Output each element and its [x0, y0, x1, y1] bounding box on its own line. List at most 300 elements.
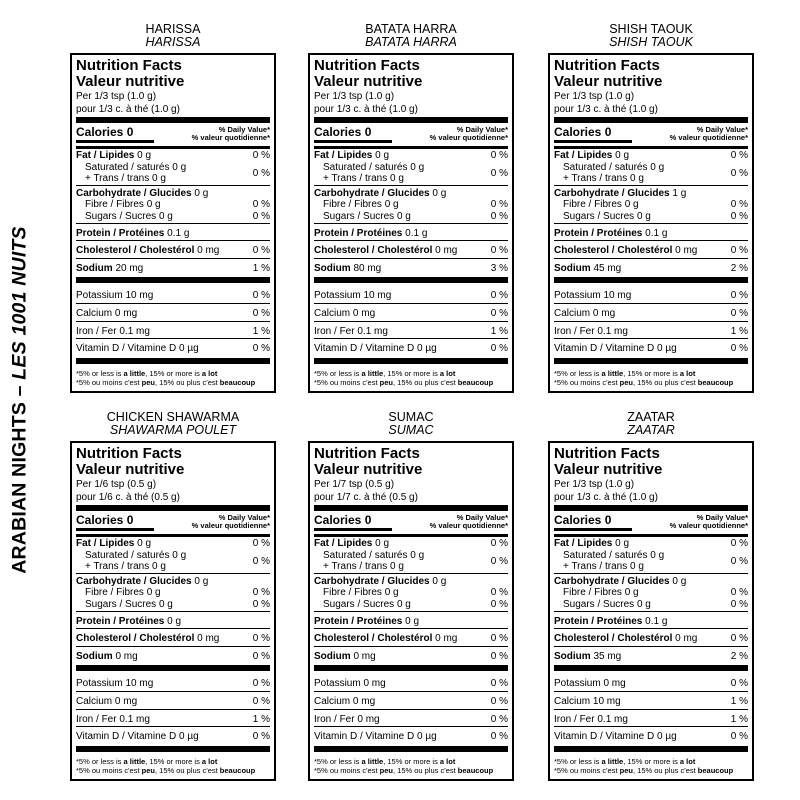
potassium-dv: 0 %: [730, 678, 748, 690]
carb-label: Carbohydrate / Glucides: [76, 575, 192, 587]
carb-label: Carbohydrate / Glucides: [554, 575, 670, 587]
footnote-en: *5% or less is a little, 15% or more is a lot: [76, 368, 218, 378]
trans-label: + Trans / trans: [563, 173, 628, 185]
serving-size-fr: pour 1/3 c. à thé (1.0 g): [554, 103, 658, 115]
cholesterol-dv: 0 %: [490, 633, 508, 645]
protein-row: [554, 224, 748, 241]
product-name: [70, 23, 276, 49]
vitd-dv: 0 %: [252, 731, 270, 743]
sugars-row: [76, 211, 270, 223]
thick-divider: [314, 358, 508, 364]
vitd-value: 0 µg: [657, 731, 677, 743]
trans-row: [314, 173, 424, 185]
footnote-en: *5% or less is a little, 15% or more is a lot: [314, 756, 456, 766]
potassium-row: [554, 286, 748, 303]
thick-divider: [76, 665, 270, 671]
carb-label: Carbohydrate / Glucides: [314, 575, 430, 587]
trans-value: 0 g: [389, 561, 404, 573]
trans-value: 0 g: [151, 173, 166, 185]
sodium-dv: 0 %: [490, 650, 508, 662]
calories-underline: [554, 140, 632, 143]
iron-value: 0 mg: [357, 713, 380, 725]
cholesterol-label: Cholesterol / Cholestérol: [554, 245, 673, 257]
sugars-dv: 0 %: [252, 598, 270, 610]
protein-label: Protein / Protéines: [314, 615, 403, 627]
serving-size-en: Per 1/3 tsp (1.0 g): [314, 91, 395, 102]
saturated-label: Saturated / saturés: [563, 161, 648, 173]
sodium-value: 0 mg: [353, 650, 376, 662]
sugars-label: Sugars / Sucres: [85, 598, 157, 610]
fat-row: [314, 150, 508, 162]
trans-row: [314, 561, 424, 573]
daily-value-header: [192, 126, 270, 143]
iron-row: [314, 322, 508, 339]
footnote-fr: *5% ou moins c'est peu, 15% ou plus c'est beaucoup: [554, 377, 734, 387]
carb-label: Carbohydrate / Glucides: [76, 187, 192, 199]
fibre-row: [76, 199, 270, 211]
cholesterol-label: Cholesterol / Cholestérol: [76, 633, 195, 645]
fibre-value: 0 g: [146, 587, 161, 599]
carb-row: [314, 574, 508, 588]
fat-dv: 0 %: [490, 538, 508, 549]
dv-fr: % valeur quotidienne*: [669, 521, 748, 531]
serving-size-fr: pour 1/6 c. à thé (0.5 g): [76, 491, 180, 503]
carb-value: 0 g: [432, 187, 447, 199]
nutrition-label: [548, 441, 754, 781]
product-name-fr: HARISSA: [145, 35, 201, 49]
iron-value: 0.1 mg: [597, 713, 628, 725]
fibre-dv: 0 %: [730, 587, 748, 599]
dv-fr: % valeur quotidienne*: [191, 133, 270, 143]
footnote-en: *5% or less is a little, 15% or more is a lot: [76, 756, 218, 766]
sodium-label: Sodium: [76, 650, 113, 662]
calories-row: [554, 514, 748, 533]
fibre-value: 0 g: [146, 199, 161, 211]
side-title-en: ARABIAN NIGHTS –: [8, 379, 31, 574]
calcium-label: Calcium: [76, 695, 113, 707]
fibre-value: 0 g: [384, 587, 399, 599]
label-title-fr: Valeur nutritive: [554, 73, 663, 90]
vitd-dv: 0 %: [730, 731, 748, 743]
calcium-label: Calcium: [314, 307, 351, 319]
product-name-en: ZAATAR: [627, 410, 675, 424]
cholesterol-dv: 0 %: [252, 245, 270, 257]
calories-row: [314, 514, 508, 533]
sodium-row: [76, 647, 270, 664]
cholesterol-value: 0 mg: [197, 633, 220, 645]
serving-size-fr: pour 1/7 c. à thé (0.5 g): [314, 491, 418, 503]
product-name-en: CHICKEN SHAWARMA: [106, 410, 240, 424]
potassium-dv: 0 %: [730, 290, 748, 302]
fibre-label: Fibre / Fibres: [323, 199, 382, 211]
sodium-value: 0 mg: [115, 650, 138, 662]
carb-value: 0 g: [672, 575, 687, 587]
trans-value: 0 g: [151, 561, 166, 573]
product-name-fr: SUMAC: [388, 423, 434, 437]
serving-size-fr: pour 1/3 c. à thé (1.0 g): [76, 103, 180, 115]
fibre-label: Fibre / Fibres: [323, 587, 382, 599]
thick-divider: [554, 665, 748, 671]
fat-label: Fat / Lipides: [314, 150, 373, 161]
vitd-label: Vitamin D / Vitamine D: [76, 731, 177, 743]
potassium-dv: 0 %: [490, 290, 508, 302]
fibre-dv: 0 %: [252, 199, 270, 211]
sugars-label: Sugars / Sucres: [85, 210, 157, 222]
saturated-value: 0 g: [410, 549, 425, 561]
trans-label: + Trans / trans: [85, 173, 150, 185]
calcium-value: 10 mg: [592, 695, 621, 707]
calories-underline: [314, 528, 392, 531]
vitd-label: Vitamin D / Vitamine D: [554, 343, 655, 355]
sodium-row: [314, 259, 508, 276]
calories-underline: [76, 140, 154, 143]
calories-label: Calories: [314, 513, 362, 527]
protein-value: 0.1 g: [167, 227, 190, 239]
label-title-fr: Valeur nutritive: [76, 73, 185, 90]
saturated-label: Saturated / saturés: [323, 549, 408, 561]
potassium-label: Potassium: [76, 678, 123, 690]
protein-row: [76, 224, 270, 241]
footnote-fr: *5% ou moins c'est peu, 15% ou plus c'est beaucoup: [554, 765, 734, 775]
iron-label: Iron / Fer: [554, 325, 595, 337]
sat-trans-dv: 0 %: [252, 167, 270, 179]
nutrition-label: [308, 441, 514, 781]
thick-divider: [76, 277, 270, 283]
vitd-row: [76, 727, 270, 744]
footnote-fr: *5% ou moins c'est peu, 15% ou plus c'est beaucoup: [314, 765, 494, 775]
calories-row: [554, 126, 748, 145]
cholesterol-value: 0 mg: [435, 633, 458, 645]
label-title-fr: Valeur nutritive: [314, 73, 423, 90]
sodium-row: [554, 647, 748, 664]
label-title-fr: Valeur nutritive: [76, 461, 185, 478]
footnote: [554, 367, 748, 387]
iron-label: Iron / Fer: [314, 325, 355, 337]
cholesterol-value: 0 mg: [197, 245, 220, 257]
fat-label: Fat / Lipides: [76, 538, 135, 549]
sugars-label: Sugars / Sucres: [563, 598, 635, 610]
product-panel: [308, 411, 514, 781]
protein-value: 0 g: [405, 615, 420, 627]
sugars-label: Sugars / Sucres: [323, 598, 395, 610]
sodium-row: [554, 259, 748, 276]
fat-value: 0 g: [615, 538, 630, 549]
serving-size-en: Per 1/6 tsp (0.5 g): [76, 479, 157, 490]
saturated-row: [314, 550, 424, 562]
protein-value: 0.1 g: [405, 227, 428, 239]
sodium-value: 20 mg: [115, 262, 144, 274]
potassium-value: 10 mg: [363, 290, 392, 302]
cholesterol-row: [314, 629, 508, 646]
iron-dv: 1 %: [730, 713, 748, 725]
fibre-row: [554, 199, 748, 211]
carb-label: Carbohydrate / Glucides: [554, 187, 670, 199]
trans-label: + Trans / trans: [85, 561, 150, 573]
potassium-value: 10 mg: [603, 290, 632, 302]
sat-trans-dv: 0 %: [730, 167, 748, 179]
product-name-en: BATATA HARRA: [365, 22, 457, 36]
calcium-label: Calcium: [76, 307, 113, 319]
calories-value: 0: [364, 125, 372, 139]
carb-value: 0 g: [194, 187, 209, 199]
product-name: [548, 23, 754, 49]
calcium-row: [314, 304, 508, 321]
iron-dv: 1 %: [730, 325, 748, 337]
saturated-label: Saturated / saturés: [563, 549, 648, 561]
fat-label: Fat / Lipides: [554, 538, 613, 549]
thick-divider: [554, 277, 748, 283]
thick-divider: [554, 117, 748, 123]
vitd-label: Vitamin D / Vitamine D: [76, 343, 177, 355]
sugars-dv: 0 %: [730, 210, 748, 222]
vitd-row: [554, 727, 748, 744]
sodium-label: Sodium: [554, 650, 591, 662]
footnote: [314, 755, 508, 775]
sat-trans-group: [76, 550, 270, 573]
fibre-dv: 0 %: [490, 199, 508, 211]
serving-size-en: Per 1/3 tsp (1.0 g): [554, 479, 635, 490]
nutrition-label: [70, 53, 276, 393]
calories-row: [76, 126, 270, 145]
protein-value: 0.1 g: [645, 615, 668, 627]
calcium-label: Calcium: [314, 695, 351, 707]
fibre-dv: 0 %: [490, 587, 508, 599]
thick-divider: [554, 746, 748, 752]
fat-row: [76, 538, 270, 550]
dv-fr: % valeur quotidienne*: [429, 521, 508, 531]
trans-label: + Trans / trans: [323, 561, 388, 573]
cholesterol-value: 0 mg: [435, 245, 458, 257]
protein-row: [554, 612, 748, 629]
iron-dv: 1 %: [252, 713, 270, 725]
calcium-dv: 0 %: [490, 307, 508, 319]
vitd-dv: 0 %: [730, 343, 748, 355]
calcium-value: 0 mg: [352, 307, 376, 319]
cholesterol-row: [76, 629, 270, 646]
saturated-row: [554, 550, 664, 562]
nutrition-label: [548, 53, 754, 393]
footnote: [76, 755, 270, 775]
thick-divider: [554, 505, 748, 511]
potassium-label: Potassium: [314, 290, 361, 302]
calcium-value: 0 mg: [114, 307, 138, 319]
saturated-label: Saturated / saturés: [85, 161, 170, 173]
daily-value-header: [430, 514, 508, 531]
fat-row: [554, 538, 748, 550]
fibre-value: 0 g: [624, 199, 639, 211]
sat-trans-group: [314, 550, 508, 573]
potassium-label: Potassium: [314, 678, 361, 690]
carb-row: [554, 574, 748, 588]
carb-row: [76, 574, 270, 588]
iron-label: Iron / Fer: [76, 325, 117, 337]
nutrition-label: [308, 53, 514, 393]
vitd-value: 0 µg: [417, 343, 437, 355]
iron-row: [554, 322, 748, 339]
sugars-dv: 0 %: [730, 598, 748, 610]
dv-en: % Daily Value*: [218, 125, 270, 134]
sodium-value: 35 mg: [593, 650, 622, 662]
saturated-label: Saturated / saturés: [85, 549, 170, 561]
cholesterol-label: Cholesterol / Cholestérol: [314, 633, 433, 645]
thick-divider: [314, 117, 508, 123]
daily-value-header: [670, 126, 748, 143]
iron-row: [76, 710, 270, 727]
carb-label: Carbohydrate / Glucides: [314, 187, 430, 199]
trans-value: 0 g: [629, 561, 644, 573]
calories-label: Calories: [554, 125, 602, 139]
sugars-label: Sugars / Sucres: [323, 210, 395, 222]
fibre-dv: 0 %: [252, 587, 270, 599]
fat-value: 0 g: [137, 538, 152, 549]
fat-dv: 0 %: [490, 150, 508, 161]
calories-value: 0: [126, 513, 134, 527]
fat-dv: 0 %: [730, 150, 748, 161]
potassium-row: [76, 674, 270, 691]
dv-fr: % valeur quotidienne*: [429, 133, 508, 143]
iron-label: Iron / Fer: [314, 713, 355, 725]
medium-divider: [554, 534, 748, 537]
saturated-label: Saturated / saturés: [323, 161, 408, 173]
dv-fr: % valeur quotidienne*: [191, 521, 270, 531]
trans-value: 0 g: [629, 173, 644, 185]
dv-en: % Daily Value*: [696, 125, 748, 134]
calcium-dv: 0 %: [252, 695, 270, 707]
calcium-value: 0 mg: [592, 307, 616, 319]
fibre-label: Fibre / Fibres: [563, 199, 622, 211]
calcium-row: [314, 692, 508, 709]
protein-row: [314, 224, 508, 241]
calcium-value: 0 mg: [114, 695, 138, 707]
label-title-fr: Valeur nutritive: [314, 461, 423, 478]
fibre-row: [314, 587, 508, 599]
thick-divider: [314, 665, 508, 671]
cholesterol-row: [554, 629, 748, 646]
sugars-row: [314, 211, 508, 223]
trans-row: [76, 561, 186, 573]
vitd-row: [314, 339, 508, 356]
thick-divider: [76, 358, 270, 364]
calories-underline: [314, 140, 392, 143]
sat-trans-group: [554, 162, 748, 185]
sugars-label: Sugars / Sucres: [563, 210, 635, 222]
potassium-dv: 0 %: [252, 678, 270, 690]
protein-row: [76, 612, 270, 629]
saturated-value: 0 g: [650, 161, 665, 173]
dv-en: % Daily Value*: [218, 513, 270, 522]
sodium-dv: 1 %: [252, 262, 270, 274]
potassium-value: 10 mg: [125, 678, 154, 690]
potassium-dv: 0 %: [252, 290, 270, 302]
label-title-en: Nutrition Facts: [76, 57, 182, 74]
sugars-dv: 0 %: [490, 210, 508, 222]
potassium-label: Potassium: [554, 290, 601, 302]
vitd-dv: 0 %: [252, 343, 270, 355]
protein-value: 0 g: [167, 615, 182, 627]
medium-divider: [76, 534, 270, 537]
fat-value: 0 g: [375, 538, 390, 549]
sat-trans-group: [314, 162, 508, 185]
iron-value: 0.1 mg: [119, 325, 150, 337]
cholesterol-value: 0 mg: [675, 633, 698, 645]
trans-label: + Trans / trans: [323, 173, 388, 185]
protein-label: Protein / Protéines: [314, 227, 403, 239]
sodium-dv: 2 %: [730, 262, 748, 274]
potassium-row: [314, 286, 508, 303]
calories-row: [76, 514, 270, 533]
trans-row: [554, 561, 664, 573]
calcium-dv: 1 %: [730, 695, 748, 707]
cholesterol-dv: 0 %: [252, 633, 270, 645]
footnote-fr: *5% ou moins c'est peu, 15% ou plus c'est beaucoup: [76, 377, 256, 387]
vitd-row: [76, 339, 270, 356]
cholesterol-label: Cholesterol / Cholestérol: [76, 245, 195, 257]
iron-dv: 0 %: [490, 713, 508, 725]
dv-en: % Daily Value*: [696, 513, 748, 522]
sugars-value: 0 g: [158, 598, 173, 610]
fibre-value: 0 g: [384, 199, 399, 211]
footnote-fr: *5% ou moins c'est peu, 15% ou plus c'est beaucoup: [314, 377, 494, 387]
label-title-en: Nutrition Facts: [554, 57, 660, 74]
cholesterol-dv: 0 %: [490, 245, 508, 257]
vitd-label: Vitamin D / Vitamine D: [314, 731, 415, 743]
protein-label: Protein / Protéines: [554, 227, 643, 239]
iron-label: Iron / Fer: [554, 713, 595, 725]
vitd-dv: 0 %: [490, 731, 508, 743]
calcium-row: [76, 692, 270, 709]
carb-value: 0 g: [432, 575, 447, 587]
sodium-row: [314, 647, 508, 664]
potassium-value: 0 mg: [603, 678, 626, 690]
saturated-row: [554, 162, 664, 174]
product-panel: [70, 411, 276, 781]
sodium-value: 80 mg: [353, 262, 382, 274]
trans-label: + Trans / trans: [563, 561, 628, 573]
label-title-en: Nutrition Facts: [76, 445, 182, 462]
product-name-fr: ZAATAR: [627, 423, 675, 437]
iron-value: 0.1 mg: [119, 713, 150, 725]
nutrition-label: [70, 441, 276, 781]
calcium-row: [554, 304, 748, 321]
vitd-value: 0 µg: [417, 731, 437, 743]
calories-row: [314, 126, 508, 145]
fibre-row: [76, 587, 270, 599]
calories-label: Calories: [76, 513, 124, 527]
calcium-row: [76, 304, 270, 321]
calories-value: 0: [126, 125, 134, 139]
fibre-value: 0 g: [624, 587, 639, 599]
sugars-value: 0 g: [636, 598, 651, 610]
calcium-label: Calcium: [554, 695, 591, 707]
sugars-row: [314, 599, 508, 611]
daily-value-header: [670, 514, 748, 531]
vitd-value: 0 µg: [179, 343, 199, 355]
calories-label: Calories: [76, 125, 124, 139]
label-title-en: Nutrition Facts: [314, 445, 420, 462]
cholesterol-label: Cholesterol / Cholestérol: [314, 245, 433, 257]
product-panel: [70, 23, 276, 393]
product-name-fr: SHISH TAOUK: [609, 35, 693, 49]
fat-row: [554, 150, 748, 162]
thick-divider: [314, 277, 508, 283]
sat-trans-dv: 0 %: [730, 555, 748, 567]
footnote-fr: *5% ou moins c'est peu, 15% ou plus c'est beaucoup: [76, 765, 256, 775]
sat-trans-dv: 0 %: [490, 555, 508, 567]
vitd-row: [554, 339, 748, 356]
protein-row: [314, 612, 508, 629]
iron-label: Iron / Fer: [76, 713, 117, 725]
product-name-en: SHISH TAOUK: [609, 22, 693, 36]
